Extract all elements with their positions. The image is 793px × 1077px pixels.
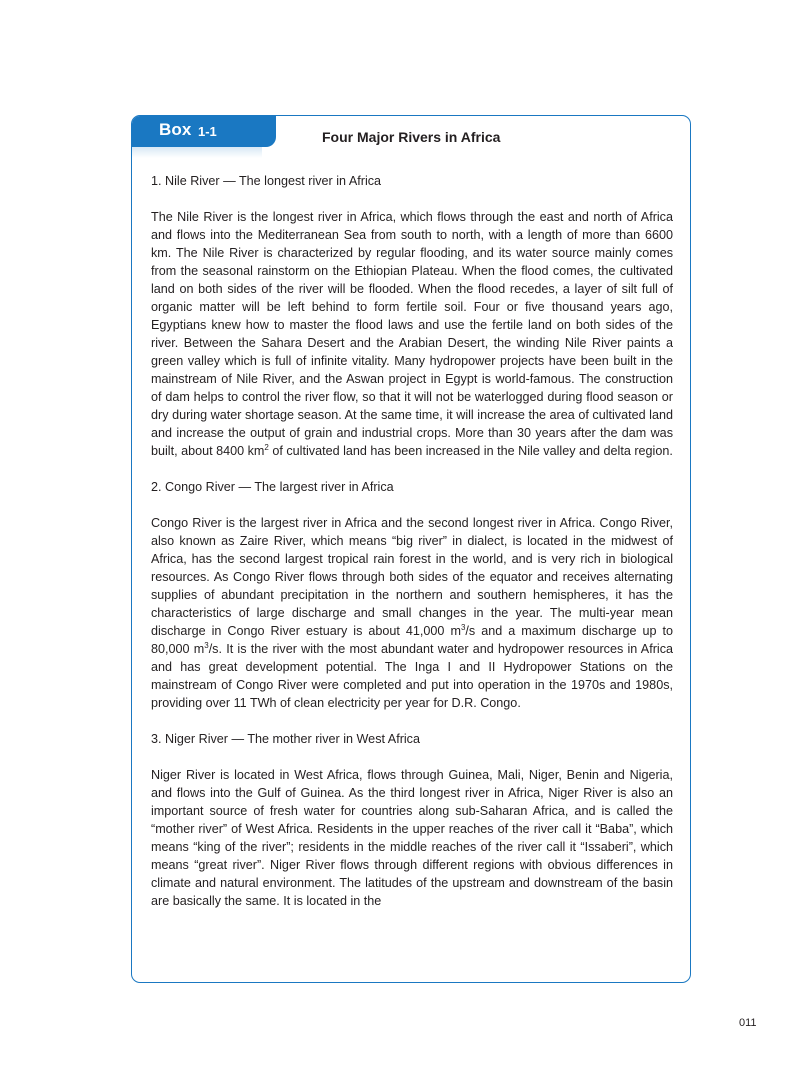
section-body-nile: The Nile River is the longest river in Africa, which flows through the east and north of Africa and flows into the Mediterranean Sea from south to north, with a length of more than 6600 km. The Nile River is characterized by regular flooding, and its water source mainly comes from the seasonal rainstorm on the Ethiopian Plateau. When the flood comes, the cultivated land on both sides of the river will be flooded. When the flood recedes, a layer of silt full of organic matter will be left behind to form fertile soil. Four or five thousand years ago, Egyptians knew how to master the flood laws and use the fertile land on both sides of the river. Between the Sahara Desert and the Arabian Desert, the winding Nile River paints a green valley which is full of infinite vitality. Many hydropower projects have been built in the mainstream of Nile River, and the Aswan project in Egypt is world-famous. The construction of dam helps to control the river flow, so that it will not be waterlogged during flood season or dry during water shortage season. At the same time, it will increase the area of cultivated land and increase the output of grain and industrial crops. More than 30 years after the dam was built, about 8400 $km^2$ of cultivated land has been increased in the Nile valley and delta region. bbox=[151, 210, 673, 458]
box-tab bbox=[132, 116, 276, 147]
section-body-niger: Niger River is located in West Africa, flows through Guinea, Mali, Niger, Benin and Nigeria, and flows into the Gulf of Guinea. As the third longest river in Africa, Niger River is also an important source of fresh water for countries along sub-Saharan Africa, and is called the “mother river” of West Africa. Residents in the upper reaches of the river call it “Baba”, which means “king of the river”; residents in the middle reaches of the river call it “Issaberi”, which means “great river”. Niger River flows through different regions with obvious differences in climate and natural environment. The latitudes of the upstream and downstream of the basin are basically the same. It is located in the bbox=[151, 768, 673, 908]
page-number: 011 bbox=[739, 1017, 757, 1029]
section-heading-nile: 1. Nile River — The longest river in Africa bbox=[151, 174, 382, 188]
box-label: Box bbox=[159, 120, 192, 139]
section-heading-congo: 2. Congo River — The largest river in Africa bbox=[151, 480, 394, 494]
section-heading-niger: 3. Niger River — The mother river in West Africa bbox=[151, 732, 420, 746]
box-tab-shadow bbox=[132, 147, 262, 158]
box-content bbox=[151, 172, 673, 928]
section-body-congo: Congo River is the largest river in Africa and the second longest river in Africa. Congo River, also known as Zaire River, which means “big river” in dialect, is located in the midwest of Africa, has the second largest tropical rain forest in the world, and is very rich in biological resources. As Congo River flows through both sides of the equator and receives alternating supplies of abundant precipitation in the northern and southern hemispheres, it has the characteristics of large discharge and small changes in the year. The multi-year mean discharge in Congo River estuary is about 41,000 $m^3/s$ and a maximum discharge up to 80,000 $m^3/s$. It is the river with the most abundant water and hydropower resources in Africa and has great development potential. The Inga I and II Hydropower Stations on the mainstream of Congo River were completed and put into operation in the 1970s and 1980s, providing over 11 TWh of clean electricity per year for D.R. Congo. bbox=[151, 516, 673, 710]
box-title: Four Major Rivers in Africa bbox=[322, 129, 501, 145]
info-box bbox=[131, 115, 691, 983]
box-number: 1-1 bbox=[198, 124, 217, 139]
